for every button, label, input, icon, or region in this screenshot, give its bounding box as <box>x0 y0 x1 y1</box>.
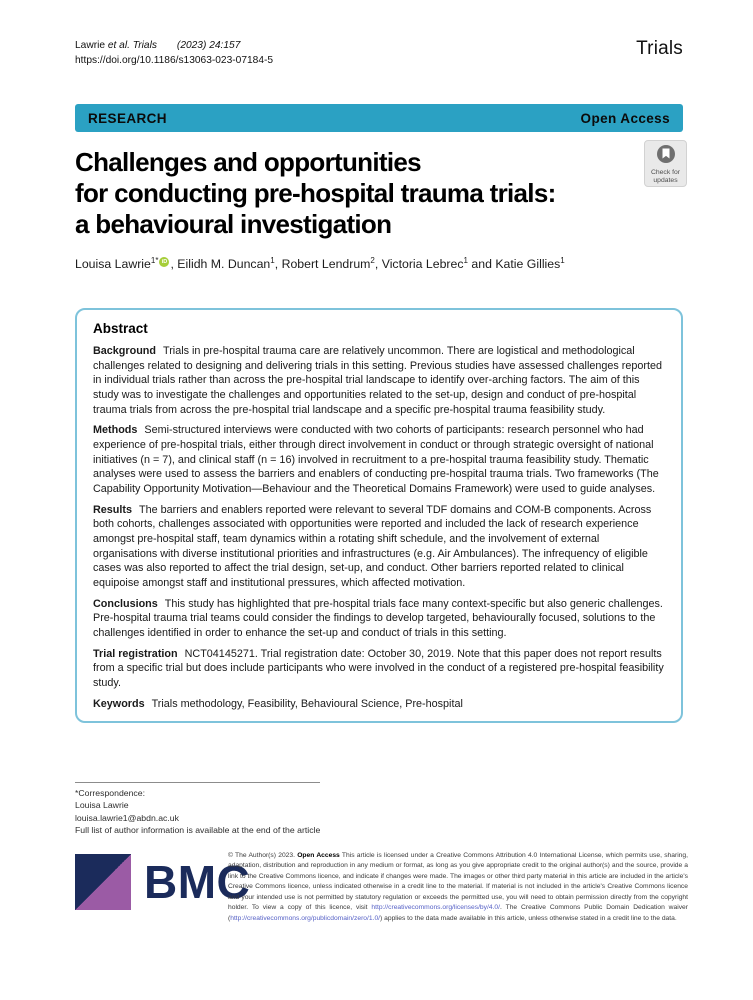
article-title <box>75 147 690 240</box>
abstract-methods <box>93 423 665 496</box>
author: , Eilidh M. Duncan$^1$ <box>170 256 275 272</box>
page-header <box>75 38 683 69</box>
cc-zero-waiver-link[interactable]: http://creativecommons.org/publicdomain/zero/1.0/ <box>230 914 381 922</box>
background-text: Trials in pre-hospital trauma care are relatively uncommon. There are logistical and methodological challenges related to designing and delivering trials in this setting. Previous studies have assessed challenges reported in individual trials rather than across the pre-hospital trial landscape to identify over-arching factors. The aim of this study was to investigate the challenges and opportunities related to the set-up, design and conduct of pre-hospital trauma trials from across the pre-hospital trial landscape and a specific pre-hospital trauma feasibility study. <box>93 345 662 416</box>
abstract-heading: Abstract <box>93 321 148 336</box>
license-end-text: ) applies to the data made available in this article, unless otherwise stated in a credit line to the data. <box>380 914 677 922</box>
citation-line <box>75 38 273 53</box>
abstract-results <box>93 503 665 591</box>
correspondence-name: Louisa Lawrie <box>75 800 129 811</box>
check-for-updates-text: Check for updates <box>650 169 681 185</box>
citation-block <box>75 38 273 69</box>
results-label: Results <box>93 503 133 516</box>
keywords-text: Trials methodology, Feasibility, Behavioural Science, Pre-hospital <box>151 697 463 710</box>
author: and Katie Gillies$^1$ <box>467 256 565 272</box>
doi-text: https://doi.org/10.1186/s13063-023-07184-5 <box>75 55 274 67</box>
correspondence-email[interactable]: louisa.lawrie1@abdn.ac.uk <box>75 812 179 823</box>
abstract-box <box>75 308 683 723</box>
trial-registration-label: Trial registration <box>93 647 178 660</box>
author: , Victoria Lebrec$^1$ <box>374 256 468 272</box>
results-text: The barriers and enablers reported were relevant to several TDF domains and COM-B components. Across both cohorts, challenges associated with opportunities were reported and included the lack of research experience amongst pre-hospital staff, team dynamics within a rotating shift schedule, and the involvement of external organisations with diverse institutional priorities and infrastructures (e.g. Air Ambulances). The infrequency of eligible cases was also reported to affect the trial design, set-up, and conduct. Other barriers reported related to clinical equipoise amongst staff and institutional pressures, which affected motivation. <box>93 503 652 590</box>
methods-label: Methods <box>93 424 138 437</box>
abstract-keywords <box>93 697 665 712</box>
methods-text: Semi-structured interviews were conducted with two cohorts of participants: research personnel who had experience of pre-hospital trials, either through direct involvement in conduct or through strategic oversight of national initiatives (n = 7), and clinical staff (n = 16) involved in recruitment to a pre-hospital trauma feasibility study. Thematic analyses were used to assess the barriers and enablers of conducting pre-hospital trauma trials. Two frameworks (The Capability Opportunity Motivation—Behaviour and the Theoretical Domains Framework) were used to guide analyses. <box>93 424 659 496</box>
cc-by-license-link[interactable]: http://creativecommons.org/licenses/by/4.0/ <box>371 904 500 912</box>
author-list <box>75 257 685 271</box>
bmc-logo <box>75 854 250 910</box>
citation-etal: et al. Trials <box>107 40 157 51</box>
open-access-label: Open Access <box>580 110 670 126</box>
title-line-3: a behavioural investigation <box>75 209 392 239</box>
background-label: Background <box>93 345 156 357</box>
license-body-text: This article is licensed under a Creative Commons Attribution 4.0 International License, which permits use, sharing, adaptation, distribution and reproduction in any medium or format, as long as you give appropriate credit to the original author(s) and the source, provide a link to the Creative Commons licence, and indicate if changes were made. The images or other third party material in this article are included in the article's Creative Commons licence, unless indicated otherwise in a credit line to the material. If material is not included in the article's Creative Commons licence and your intended use is not permitted by statutory regulation or exceeds the permitted use, you will need to obtain permission directly from the copyright holder. To view a copy of this licence, visit <box>228 852 688 912</box>
journal-logo: Trials <box>636 38 683 59</box>
title-line-2: for conducting pre-hospital trauma trials: <box>75 178 556 208</box>
correspondence-label: *Correspondence: <box>75 788 146 798</box>
citation-issue: (2023) 24:157 <box>176 40 241 51</box>
abstract-conclusions <box>93 597 665 641</box>
license-mid-text: . The Creative Commons Public Domain Dedication waiver ( <box>228 904 689 922</box>
open-access-bold: Open Access <box>297 852 340 859</box>
author: Louisa Lawrie$^{1*}$ <box>75 256 159 272</box>
correspondence-block <box>75 787 495 836</box>
article-type-banner <box>75 104 683 132</box>
author-info-note: Full list of author information is available at the end of the article <box>75 825 321 836</box>
author: , Robert Lendrum$^2$ <box>274 256 375 272</box>
bmc-logo-mark <box>75 854 131 910</box>
conclusions-text: This study has highlighted that pre-hospital trials face many context-specific but also generic challenges. Pre-hospital trauma trial teams could consider the findings to develop targeted, behaviourally focused, solutions to the challenges identified in order to enhance the set-up and conduct of trials in this setting. <box>93 597 663 640</box>
license-statement <box>228 851 688 924</box>
keywords-label: Keywords <box>93 697 145 710</box>
orcid-icon[interactable]: iD <box>159 257 169 267</box>
abstract-trial-registration <box>93 647 665 691</box>
copyright-year: © The Author(s) 2023. <box>228 852 298 859</box>
abstract-background <box>93 344 665 417</box>
conclusions-label: Conclusions <box>93 597 158 610</box>
title-line-1: Challenges and opportunities <box>75 147 421 177</box>
citation-author: Lawrie <box>75 40 106 51</box>
bmc-logo-text: BMC <box>144 856 251 908</box>
footnote-divider <box>75 782 320 783</box>
trial-registration-text: NCT04145271. Trial registration date: October 30, 2019. Note that this paper does not report results from a specific trial but does include participants who were involved in the conduct of a registered pre-hospital feasibility study. <box>93 647 664 690</box>
research-label: RESEARCH <box>88 110 167 126</box>
